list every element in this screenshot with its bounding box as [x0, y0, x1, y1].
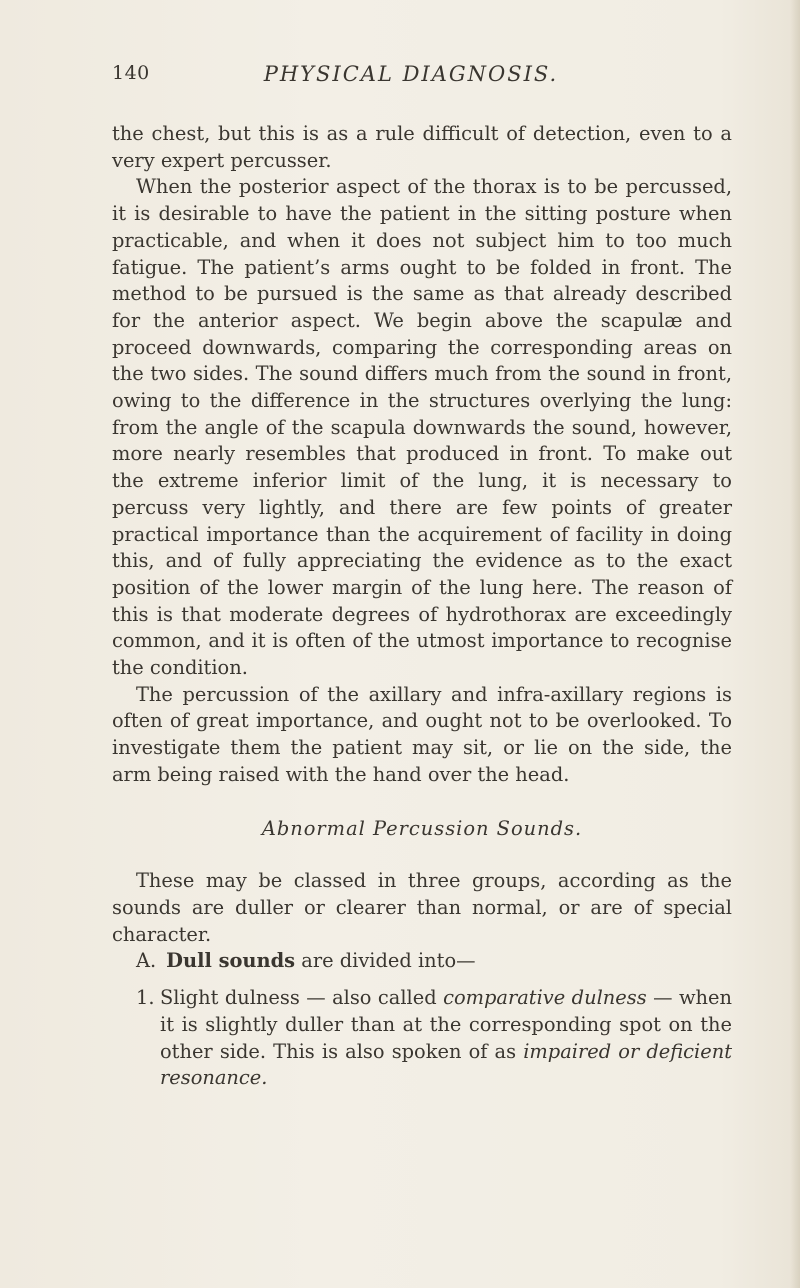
list-text-start: Slight dulness — also called: [160, 986, 444, 1010]
running-head: PHYSICAL DIAGNOSIS.: [263, 62, 559, 86]
paragraph-posterior-percussion: When the posterior aspect of the thorax is to be percussed, it is desirable to have the patient in the sitting posture when practicable, and when it does not subject him to too much fatigue. The patient’s arms ought to be folded in front. The method to be pursued is the same as that already described for the anterior aspect. We begin above the scapulæ and proceed downwards, comparing the corresponding areas on the two sides. The sound differs much from the sound in front, owing to the difference in the structures overlying the lung: from the angle of the scapula downwards the sound, however, more nearly resembles that produced in front. To make out the extreme inferior limit of the lung, it is necessary to percuss very lightly, and there are few points of greater practical importance than the acquirement of facility in doing this, and of fully appreciating the evidence as to the exact position of the lower margin of the lung here. The reason of this is that moderate degrees of hydrothorax are exceedingly common, and it is often of the utmost importance to recognise the condition.: [112, 175, 732, 680]
page-number: 140: [112, 62, 150, 84]
paragraph-classification: These may be classed in three groups, according as the sounds are duller or clearer than normal, or are of special character.: [112, 869, 732, 946]
page-body: [112, 121, 732, 1092]
subsection-letter: A.: [136, 949, 157, 973]
paragraph-continued: the chest, but this is as a rule difficult of detection, even to a very expert percusser.: [112, 122, 732, 172]
page-edge-shadow: [790, 0, 800, 1288]
list-emphasis-comparative: comparative dulness: [443, 986, 647, 1010]
section-heading: Abnormal Percussion Sounds.: [261, 816, 583, 840]
page-header: [0, 62, 800, 92]
list-emphasis-impaired: impaired or deficient resonance.: [160, 1039, 732, 1090]
list-text-mid: — when it is slightly duller than at the corresponding spot on the other side. This is also spoken of as: [160, 986, 732, 1063]
paragraph-axillary-percussion: The percussion of the axillary and infra-axillary regions is often of great importance, and ought not to be overlooked. To investigate them the patient may sit, or lie on the side, the arm being raised with the hand over the head.: [112, 682, 732, 786]
list-number: 1.: [136, 986, 155, 1010]
list-item-slight-dulness: [112, 985, 732, 1092]
subsection-term: Dull sounds: [166, 949, 296, 973]
subsection-a: [112, 948, 732, 975]
subsection-rest: are divided into—: [295, 949, 476, 973]
